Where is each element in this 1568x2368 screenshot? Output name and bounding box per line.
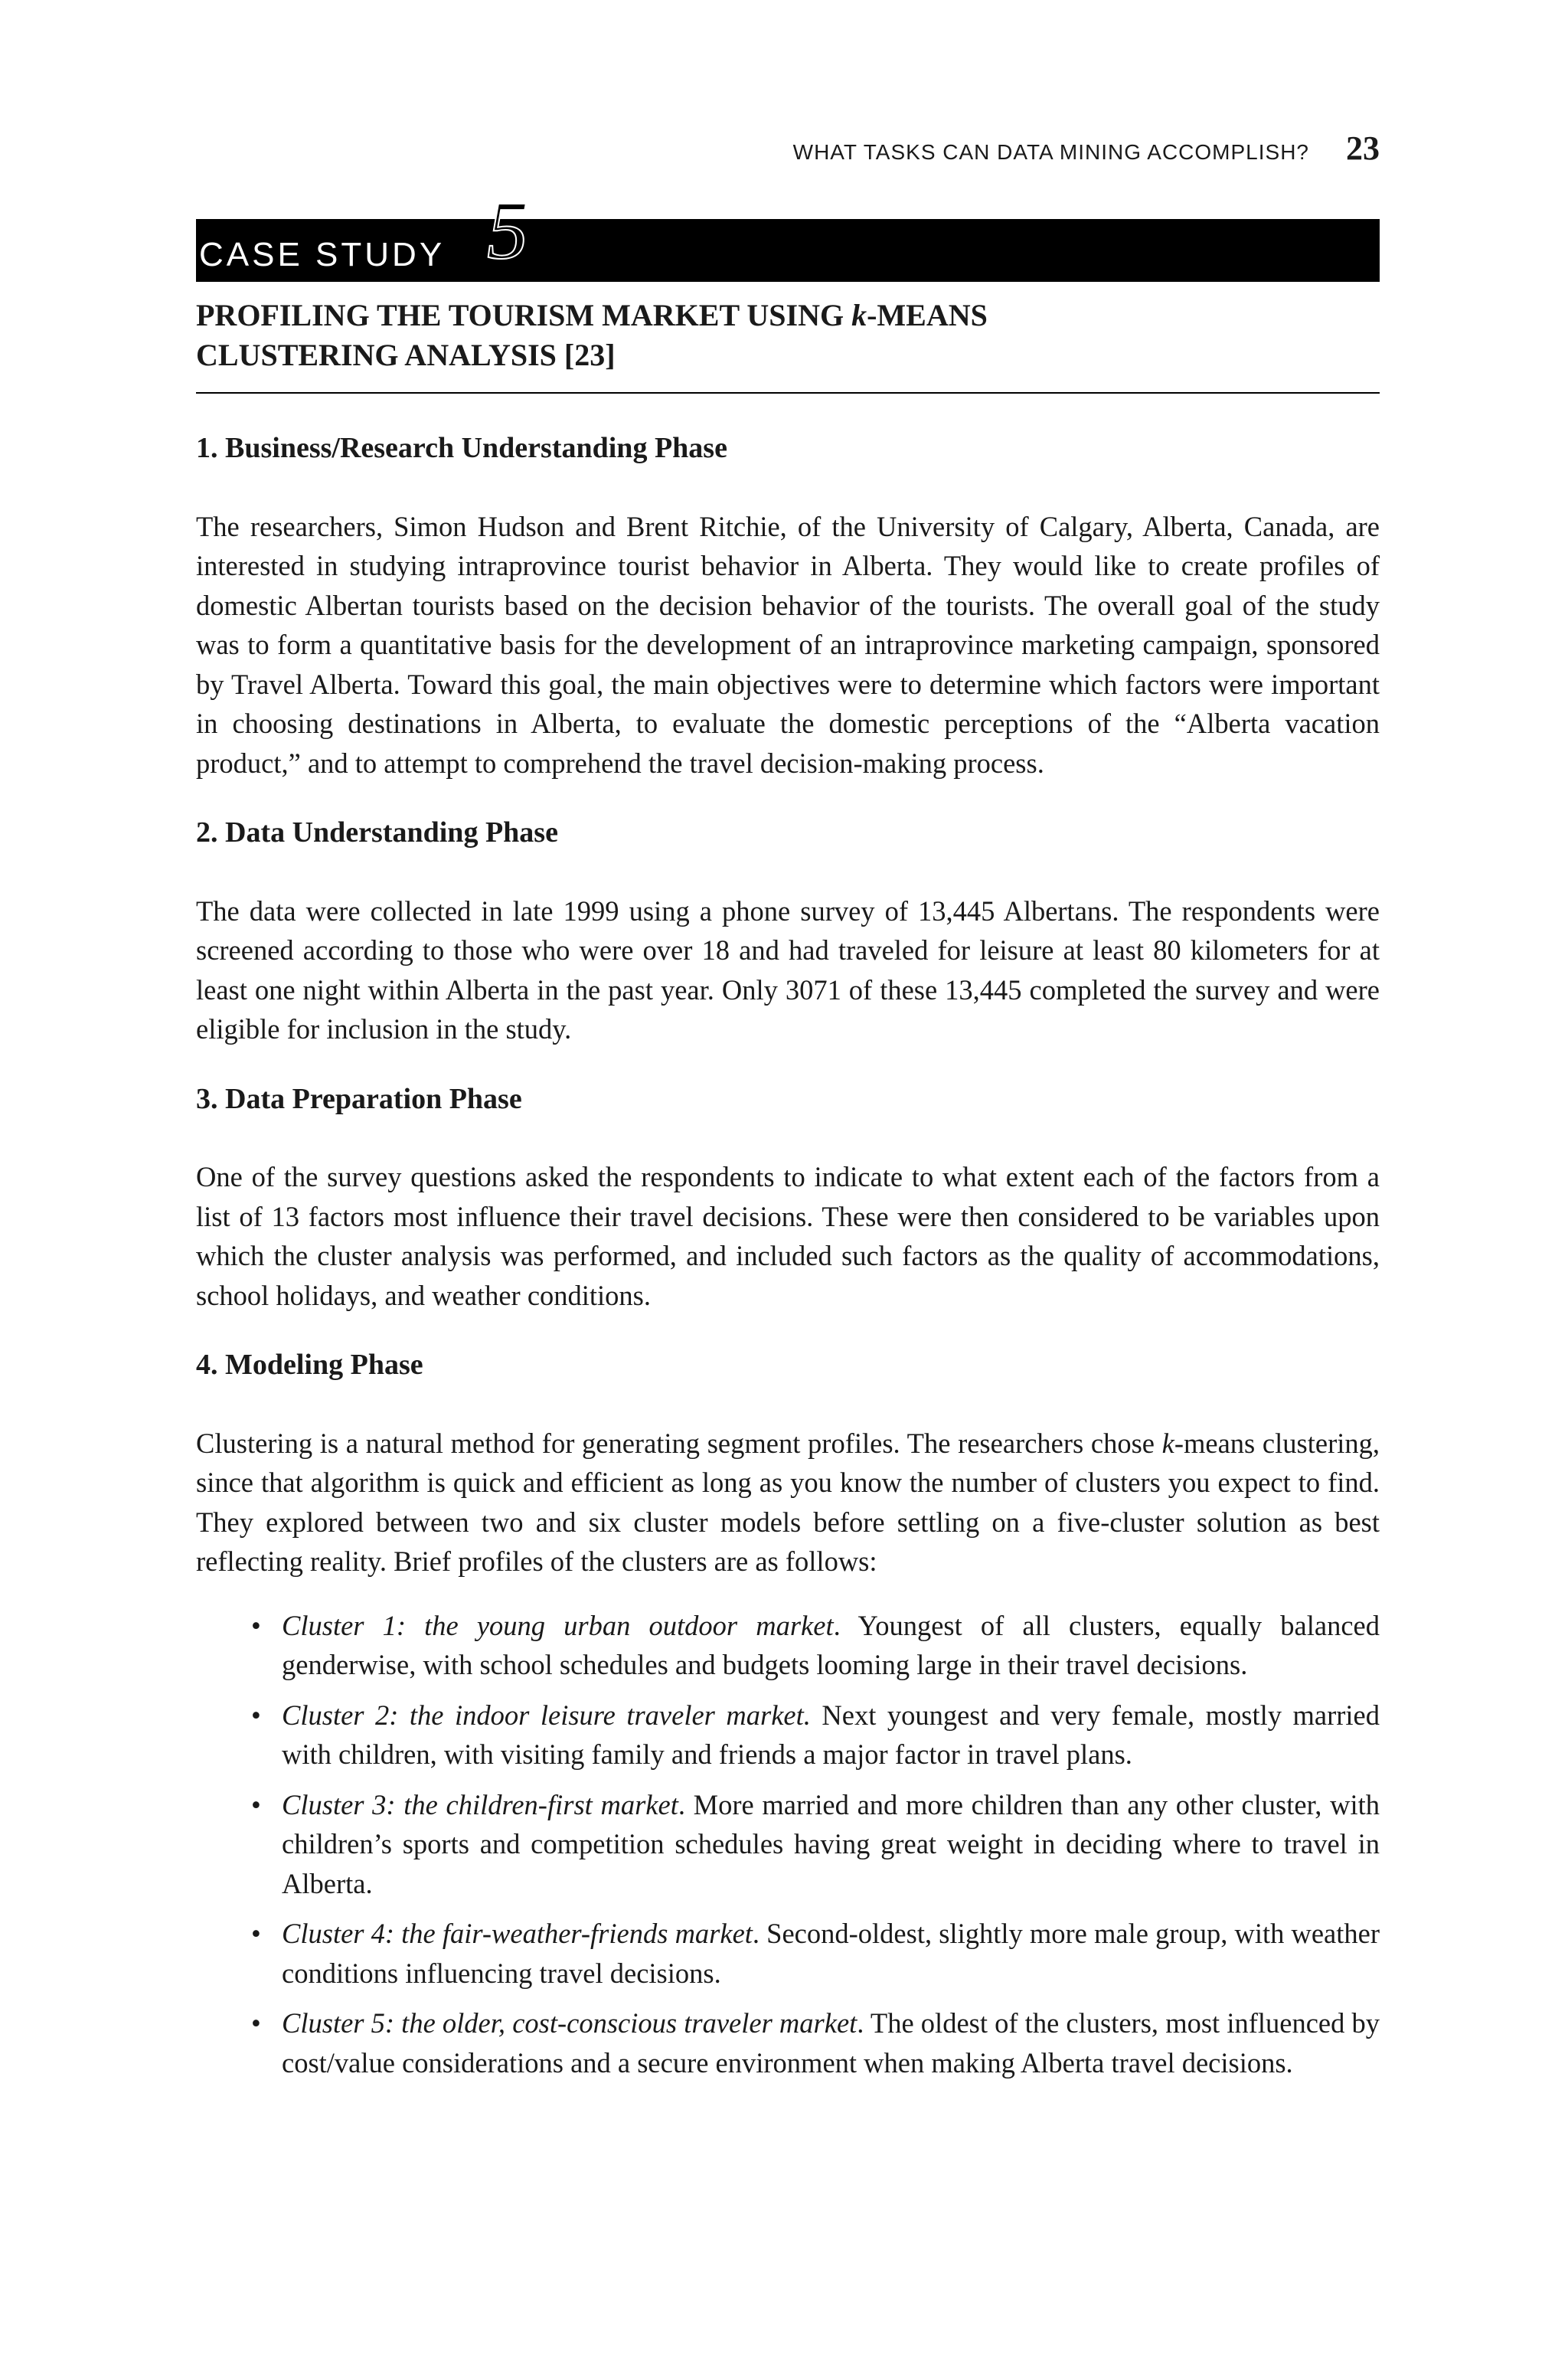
bullet-icon: •	[251, 1699, 261, 1731]
section-data-preparation	[196, 1080, 1380, 1316]
case-title-line2: CLUSTERING ANALYSIS [23]	[196, 338, 616, 372]
cluster-description: . The oldest of the clusters, most influenced by cost/value considerations and a secure environment when making Alberta travel decisions.	[282, 2007, 1380, 2079]
list-item	[196, 1914, 1380, 1993]
section-paragraph: One of the survey questions asked the respondents to indicate to what extent each of the factors from a list of 13 factors most influence their travel decisions. These were then considered to be variables upon which the cluster analysis was performed, and included such factors as the quality of accommodations, school holidays, and weather conditions.	[196, 1161, 1380, 1311]
cluster-list	[196, 1606, 1380, 2083]
section-heading: 2. Data Understanding Phase	[196, 816, 558, 849]
list-item	[196, 1785, 1380, 1904]
cluster-name: Cluster 2: the indoor leisure traveler market.	[282, 1699, 811, 1731]
page-number: 23	[1346, 129, 1380, 167]
cluster-description: . More married and more children than any other cluster, with children’s sports and competition schedules having great weight in deciding where to travel in Alberta.	[282, 1788, 1380, 1899]
section-modeling	[196, 1346, 1380, 2082]
cluster-name: Cluster 5: the older, cost-conscious traveler market	[282, 2007, 858, 2039]
list-item	[196, 2003, 1380, 2082]
bullet-icon: •	[251, 1918, 261, 1949]
running-title: WHAT TASKS CAN DATA MINING ACCOMPLISH?	[792, 140, 1309, 164]
running-head	[196, 129, 1380, 172]
section-paragraph: The data were collected in late 1999 using a phone survey of 13,445 Albertans. The respondents were screened according to those who were over 18 and had traveled for leisure at least 80 kilometers for at least one night within Alberta in the past year. Only 3071 of these 13,445 completed the survey and were eligible for inclusion in the study.	[196, 895, 1380, 1045]
paragraph-part: -means clustering, since that algorithm is quick and efficient as long as you know the number of clusters you expect to find. They explored between two and six cluster models before settling on a five-cluster solution as best reflecting reality. Brief profiles of the clusters are as follows:	[196, 1427, 1380, 1577]
k-italic: k	[1161, 1427, 1174, 1459]
list-item	[196, 1606, 1380, 1685]
section-heading: 1. Business/Research Understanding Phase	[196, 432, 727, 464]
bullet-icon: •	[251, 2007, 261, 2039]
section-business-understanding	[196, 429, 1380, 783]
case-study-label: CASE STUDY	[199, 236, 446, 273]
cluster-description: . Youngest of all clusters, equally balanced genderwise, with school schedules and budgets looming large in their travel decisions.	[282, 1609, 1380, 1680]
case-title-k: k	[851, 298, 867, 332]
paragraph-part: Clustering is a natural method for generating segment profiles. The researchers chose	[196, 1427, 1162, 1459]
case-title-part-end: -MEANS	[867, 298, 988, 332]
cluster-description: . Second-oldest, slightly more male group, with weather conditions influencing travel decisions.	[282, 1918, 1380, 1989]
list-item	[196, 1696, 1380, 1774]
section-paragraph	[196, 1424, 1380, 1581]
section-heading: 4. Modeling Phase	[196, 1349, 423, 1381]
article-body	[196, 429, 1380, 2093]
case-study-number: 5	[487, 185, 528, 276]
case-study-banner	[196, 185, 1380, 282]
cluster-name: Cluster 1: the young urban outdoor market	[282, 1609, 834, 1641]
cluster-name: Cluster 3: the children-first market	[282, 1788, 678, 1820]
bullet-icon: •	[251, 1609, 261, 1641]
case-study-title	[196, 296, 1380, 394]
bullet-icon: •	[251, 1788, 261, 1820]
section-paragraph: The researchers, Simon Hudson and Brent Ritchie, of the University of Calgary, Alberta, Canada, are interested in studying intraprovince tourist behavior in Alberta. They would like to create profiles of domestic Albertan tourists based on the decision behavior of the tourists. The overall goal of the study was to form a quantitative basis for the development of an intraprovince marketing campaign, sponsored by Travel Alberta. Toward this goal, the main objectives were to determine which factors were important in choosing destinations in Alberta, to evaluate the domestic perceptions of the “Alberta vacation product,” and to attempt to comprehend the travel decision-making process.	[196, 510, 1380, 779]
cluster-description: Next youngest and very female, mostly married with children, with visiting family and friends a major factor in travel plans.	[282, 1699, 1380, 1770]
case-title-part: PROFILING THE TOURISM MARKET USING	[196, 298, 852, 332]
cluster-name: Cluster 4: the fair-weather-friends market	[282, 1918, 753, 1949]
section-data-understanding	[196, 813, 1380, 1049]
section-heading: 3. Data Preparation Phase	[196, 1082, 522, 1115]
